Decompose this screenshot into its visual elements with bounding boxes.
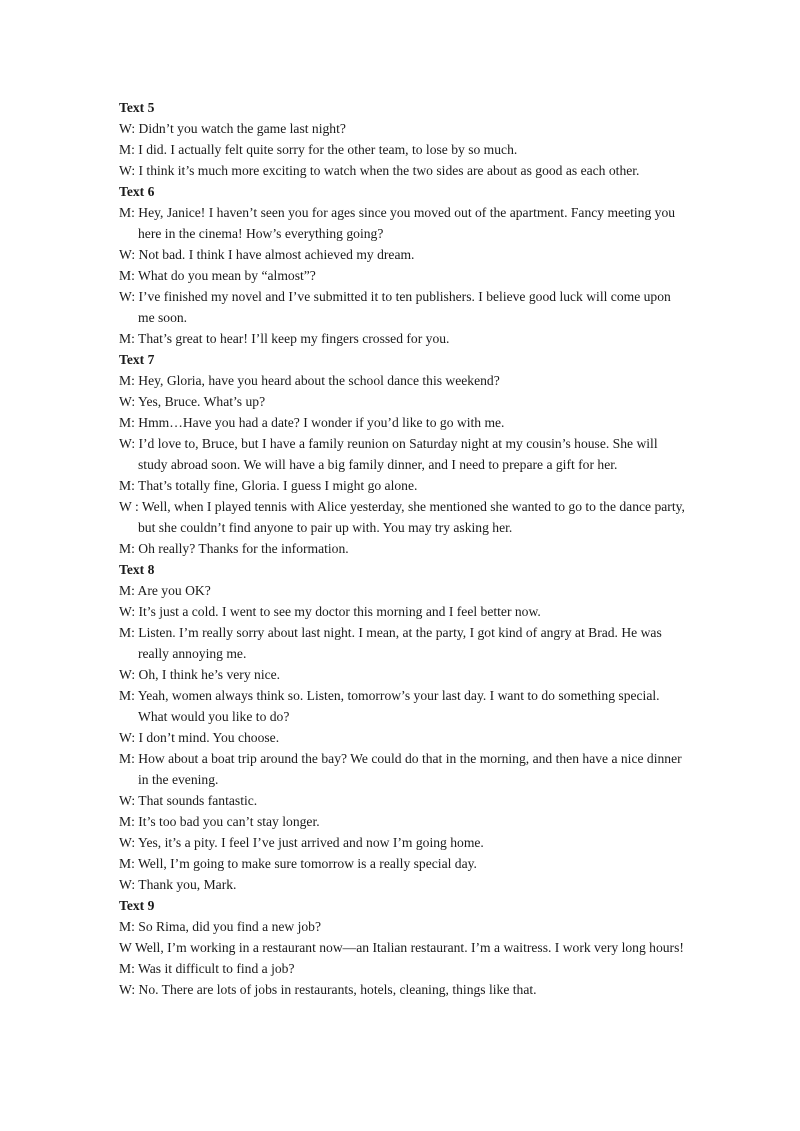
section-title: Text 7 xyxy=(119,352,155,367)
line-text: That sounds fantastic. xyxy=(135,793,258,808)
line-text: Oh really? Thanks for the information. xyxy=(134,541,349,556)
dialogue-line xyxy=(119,160,689,181)
dialogue-line xyxy=(119,433,689,475)
speaker-label: W: xyxy=(119,163,136,178)
line-text: Well, I’m going to make sure tomorrow is a really special day. xyxy=(134,856,477,871)
dialogue-line xyxy=(119,601,689,622)
section-text-9 xyxy=(119,895,689,1000)
section-text-6 xyxy=(119,181,689,349)
speaker-label: W: xyxy=(119,394,136,409)
speaker-label: M: xyxy=(119,268,135,283)
dialogue-line xyxy=(119,139,689,160)
speaker-label: W: xyxy=(119,604,136,619)
dialogue-line xyxy=(119,244,689,265)
dialogue-line xyxy=(119,412,689,433)
line-text: Hey, Janice! I haven’t seen you for ages since you moved out of the apartment. Fancy meeting you here in the cinema! How’s everything going? xyxy=(134,205,676,241)
speaker-label: W: xyxy=(119,289,136,304)
section-title: Text 5 xyxy=(119,100,155,115)
dialogue-line xyxy=(119,685,689,727)
dialogue-line xyxy=(119,202,689,244)
speaker-label: W: xyxy=(119,793,136,808)
dialogue-line xyxy=(119,958,689,979)
line-text: Hey, Gloria, have you heard about the school dance this weekend? xyxy=(134,373,500,388)
speaker-label: W: xyxy=(119,877,136,892)
section-text-8 xyxy=(119,559,689,895)
dialogue-line xyxy=(119,580,689,601)
speaker-label: M: xyxy=(119,814,135,829)
dialogue-line xyxy=(119,979,689,1000)
line-text: Was it difficult to find a job? xyxy=(134,961,295,976)
line-text: Yes, Bruce. What’s up? xyxy=(135,394,266,409)
speaker-label: W xyxy=(119,940,132,955)
speaker-label: M: xyxy=(119,478,135,493)
dialogue-line xyxy=(119,937,689,958)
section-title: Text 9 xyxy=(119,898,155,913)
section-text-7 xyxy=(119,349,689,559)
transcript-page xyxy=(119,97,689,1000)
speaker-label: M: xyxy=(119,205,135,220)
dialogue-line xyxy=(119,328,689,349)
line-text: I did. I actually felt quite sorry for the other team, to lose by so much. xyxy=(134,142,518,157)
dialogue-line xyxy=(119,664,689,685)
speaker-label: M: xyxy=(119,919,135,934)
speaker-label: W: xyxy=(119,436,136,451)
dialogue-line xyxy=(119,265,689,286)
speaker-label: M: xyxy=(119,142,135,157)
line-text: It’s just a cold. I went to see my doctor this morning and I feel better now. xyxy=(135,604,541,619)
dialogue-line xyxy=(119,370,689,391)
speaker-label: W: xyxy=(119,667,136,682)
line-text: I’ve finished my novel and I’ve submitted it to ten publishers. I believe good luck will come upon me soon. xyxy=(135,289,671,325)
line-text: Well, when I played tennis with Alice yesterday, she mentioned she wanted to go to the dance party, but she couldn’t find anyone to pair up with. You may try asking her. xyxy=(138,499,685,535)
dialogue-line xyxy=(119,790,689,811)
section-title: Text 8 xyxy=(119,562,155,577)
speaker-label: M: xyxy=(119,415,135,430)
line-text: Are you OK? xyxy=(134,583,211,598)
speaker-label: W: xyxy=(119,247,136,262)
speaker-label: M: xyxy=(119,751,135,766)
line-text: No. There are lots of jobs in restaurants, hotels, cleaning, things like that. xyxy=(135,982,537,997)
dialogue-line xyxy=(119,748,689,790)
line-text: Yeah, women always think so. Listen, tomorrow’s your last day. I want to do something special. What would you like to do? xyxy=(134,688,660,724)
speaker-label: W: xyxy=(119,835,136,850)
speaker-label: W: xyxy=(119,982,136,997)
dialogue-line xyxy=(119,727,689,748)
dialogue-line xyxy=(119,391,689,412)
line-text: Thank you, Mark. xyxy=(135,877,237,892)
line-text: Didn’t you watch the game last night? xyxy=(135,121,346,136)
line-text: I’d love to, Bruce, but I have a family reunion on Saturday night at my cousin’s house. She will study abroad soon. We will have a big family dinner, and I need to prepare a gift for her. xyxy=(135,436,658,472)
line-text: How about a boat trip around the bay? We could do that in the morning, and then have a nice dinner in the evening. xyxy=(134,751,682,787)
dialogue-line xyxy=(119,286,689,328)
speaker-label: M: xyxy=(119,373,135,388)
speaker-label: M: xyxy=(119,856,135,871)
line-text: What do you mean by “almost”? xyxy=(134,268,316,283)
dialogue-line xyxy=(119,874,689,895)
line-text: I don’t mind. You choose. xyxy=(135,730,280,745)
line-text: Well, I’m working in a restaurant now—an Italian restaurant. I’m a waitress. I work very long hours! xyxy=(131,940,684,955)
dialogue-line xyxy=(119,622,689,664)
section-text-5 xyxy=(119,97,689,181)
line-text: Oh, I think he’s very nice. xyxy=(135,667,281,682)
line-text: I think it’s much more exciting to watch when the two sides are about as good as each other. xyxy=(135,163,640,178)
section-title: Text 6 xyxy=(119,184,155,199)
speaker-label: M: xyxy=(119,688,135,703)
line-text: So Rima, did you find a new job? xyxy=(134,919,322,934)
line-text: That’s great to hear! I’ll keep my fingers crossed for you. xyxy=(134,331,450,346)
line-text: That’s totally fine, Gloria. I guess I might go alone. xyxy=(134,478,418,493)
speaker-label: M: xyxy=(119,961,135,976)
dialogue-line xyxy=(119,118,689,139)
dialogue-line xyxy=(119,916,689,937)
dialogue-line xyxy=(119,475,689,496)
speaker-label: M: xyxy=(119,541,135,556)
line-text: Hmm…Have you had a date? I wonder if you’d like to go with me. xyxy=(134,415,505,430)
line-text: Not bad. I think I have almost achieved my dream. xyxy=(135,247,415,262)
speaker-label: W: xyxy=(119,730,136,745)
speaker-label: M: xyxy=(119,583,135,598)
speaker-label: M: xyxy=(119,331,135,346)
speaker-label: M: xyxy=(119,625,135,640)
dialogue-line xyxy=(119,853,689,874)
speaker-label: W: xyxy=(119,121,136,136)
speaker-label: W : xyxy=(119,499,139,514)
dialogue-line xyxy=(119,832,689,853)
line-text: Listen. I’m really sorry about last night. I mean, at the party, I got kind of angry at Brad. He was really annoying me. xyxy=(134,625,662,661)
dialogue-line xyxy=(119,496,689,538)
dialogue-line xyxy=(119,538,689,559)
line-text: Yes, it’s a pity. I feel I’ve just arrived and now I’m going home. xyxy=(135,835,484,850)
dialogue-line xyxy=(119,811,689,832)
line-text: It’s too bad you can’t stay longer. xyxy=(134,814,320,829)
